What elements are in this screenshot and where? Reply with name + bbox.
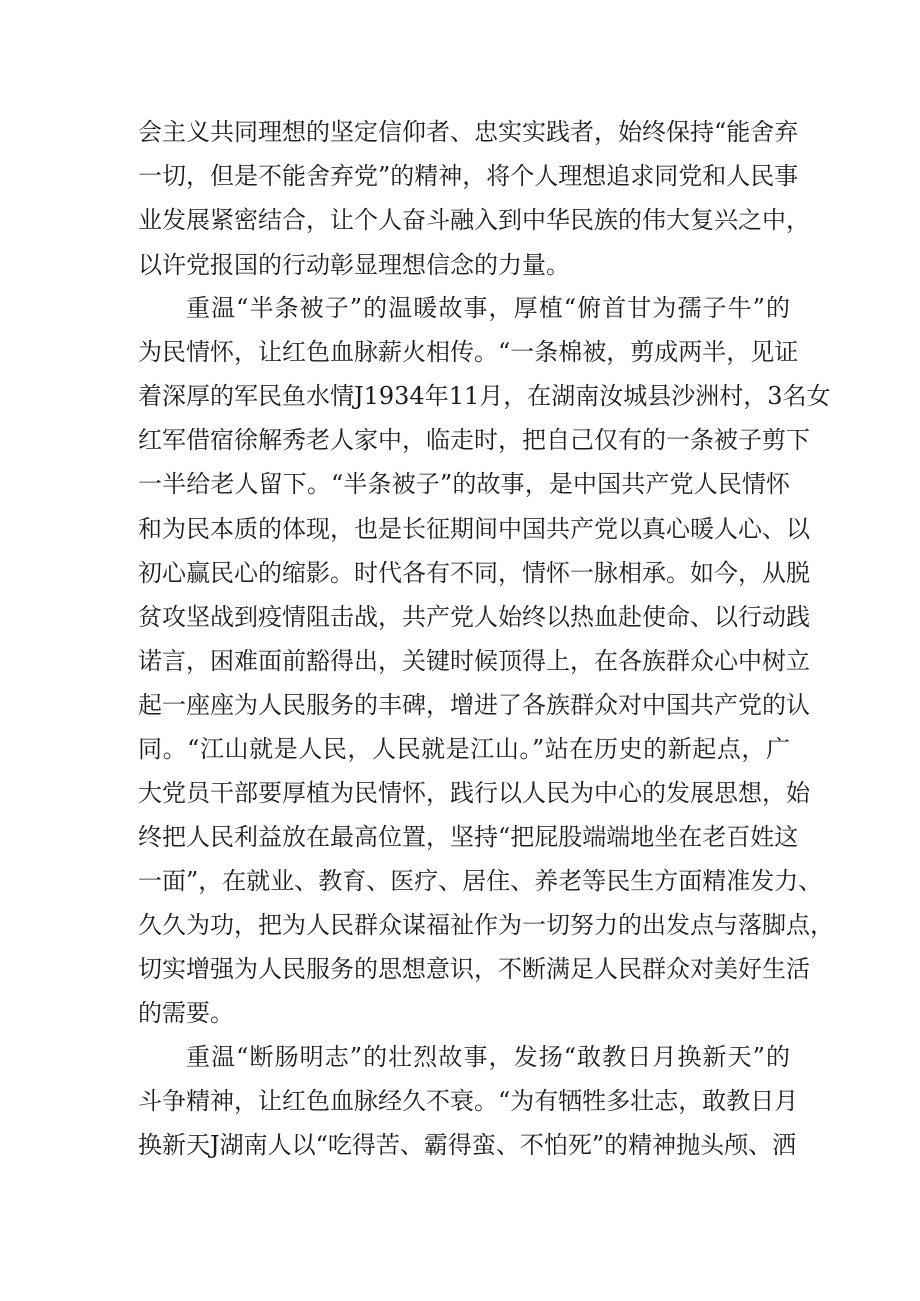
text-line: 切实增强为人民服务的思想意识，不断满足人民群众对美好生活 [138,955,810,983]
text-line: 斗争精神，让红色血脉经久不衰。“为有牺牲多壮志，敢教日月 [138,1087,799,1115]
text-line: 着深厚的军民鱼水情J1934年11月，在湖南汝城县沙洲村，3名女 [138,382,831,410]
text-line: 换新天J湖南人以“吃得苦、霸得蛮、不怕死”的精神抛头颅、洒 [138,1131,797,1159]
text-line: 的需要。 [138,999,234,1027]
text-line: 久久为功，把为人民群众谋福祉作为一切努力的出发点与落脚点， [138,911,834,939]
text-line: 一半给老人留下。“半条被子”的故事，是中国共产党人民情怀 [138,470,790,498]
text-line: 会主义共同理想的坚定信仰者、忠实实践者，始终保持“能舍弃 [138,118,799,146]
text-line: 初心赢民心的缩影。时代各有不同，情怀一脉相承。如今，从脱 [138,559,810,587]
text-line: 一切，但是不能舍弃党”的精神，将个人理想追求同党和人民事 [138,162,799,190]
text-line: 同。“江山就是人民，人民就是江山。”站在历史的新起点，广 [138,735,790,763]
text-line: 诺言，困难面前豁得出，关键时候顶得上，在各族群众心中树立 [138,647,810,675]
text-line: 重温“半条被子”的温暖故事，厚植“俯首甘为孺子牛”的 [186,294,790,322]
text-line: 大党员干部要厚植为民情怀，践行以人民为中心的发展思想，始 [138,779,810,807]
text-line: 一面”，在就业、教育、医疗、居住、养老等民生方面精准发力、 [138,867,823,895]
text-line: 以许党报国的行动彰显理想信念的力量。 [138,251,570,279]
text-line: 红军借宿徐解秀老人家中，临走时，把自己仅有的一条被子剪下 [138,426,810,454]
text-line: 重温“断肠明志”的壮烈故事，发扬“敢教日月换新天”的 [186,1043,790,1071]
text-line: 起一座座为人民服务的丰碑，增进了各族群众对中国共产党的认 [138,691,810,719]
text-line: 终把人民利益放在最高位置，坚持“把屁股端端地坐在老百姓这 [138,823,799,851]
text-line: 为民情怀，让红色血脉薪火相传。“一条棉被，剪成两半，见证 [138,338,799,366]
text-line: 业发展紧密结合，让个人奋斗融入到中华民族的伟大复兴之中， [138,206,810,234]
text-line: 贫攻坚战到疫情阻击战，共产党人始终以热血赴使命、以行动践 [138,603,810,631]
text-line: 和为民本质的体现，也是长征期间中国共产党以真心暖人心、以 [138,515,810,543]
